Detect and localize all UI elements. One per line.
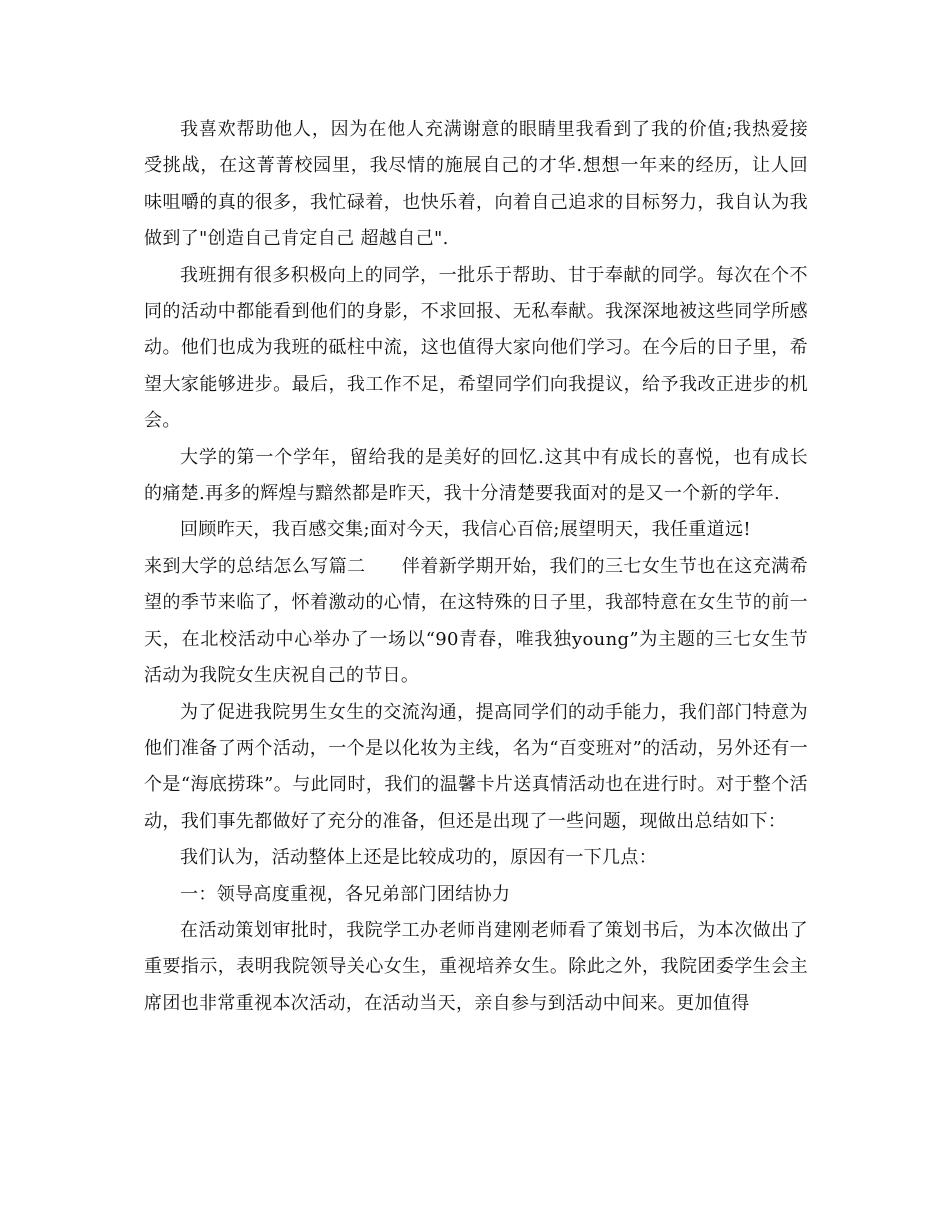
paragraph-point-one: 一：领导高度重视，各兄弟部门团结协力	[180, 883, 511, 905]
section-lead-text: 伴着新学期开始，我们的三七女生节也在这充满希望的季节来临了，怀着激动的心情，在这特殊的日子里，我部特意在女生节的前一天，在北校活动中心举办了一场以“90青春，唯我独young”为主题的三七女生节活动为我院女生庆祝自己的节日。	[144, 555, 809, 687]
paragraph-leadership: 在活动策划审批时，我院学工办老师肖建刚老师看了策划书后，为本次做出了重要指示，表明我院领导关心女生，重视培养女生。除此之外，我院团委学生会主席团也非常重视本次活动，在活动当天，亲自参与到活动中间来。更加值得	[144, 919, 808, 1014]
paragraph-success-reasons: 我们认为，活动整体上还是比较成功的，原因有一下几点：	[180, 847, 658, 869]
section-title: 来到大学的总结怎么写篇二	[144, 555, 366, 577]
section-two-block	[144, 549, 808, 695]
paragraph-first-year: 大学的第一个学年，留给我的是美好的回忆.这其中有成长的喜悦，也有成长的痛楚.再多的辉煌与黯然都是昨天，我十分清楚要我面对的是又一个新的学年.	[144, 446, 808, 505]
paragraph-reflection: 回顾昨天，我百感交集;面对今天，我信心百倍;展望明天，我任重道远!	[180, 519, 751, 541]
paragraph-classmates: 我班拥有很多积极向上的同学，一批乐于帮助、甘于奉献的同学。每次在个不同的活动中都能看到他们的身影，不求回报、无私奉献。我深深地被这些同学所感动。他们也成为我班的砥柱中流，这也值得大家向他们学习。在今后的日子里，希望大家能够进步。最后，我工作不足，希望同学们向我提议，给予我改正进步的机会。	[144, 264, 808, 432]
document-body	[144, 112, 808, 1022]
paragraph-helping-others: 我喜欢帮助他人，因为在他人充满谢意的眼睛里我看到了我的价值;我热爱接受挑战，在这菁菁校园里，我尽情的施展自己的才华.想想一年来的经历，让人回味咀嚼的真的很多，我忙碌着，也快乐着，向着自己追求的目标努力，我自认为我做到了"创造自己肯定自己 超越自己".	[144, 119, 808, 250]
paragraph-activities: 为了促进我院男生女生的交流沟通，提高同学们的动手能力，我们部门特意为他们准备了两个活动，一个是以化妆为主线，名为“百变班对”的活动，另外还有一个是“海底捞珠”。与此同时，我们的温馨卡片送真情活动也在进行时。对于整个活动，我们事先都做好了充分的准备，但还是出现了一些问题，现做出总结如下：	[144, 701, 808, 832]
